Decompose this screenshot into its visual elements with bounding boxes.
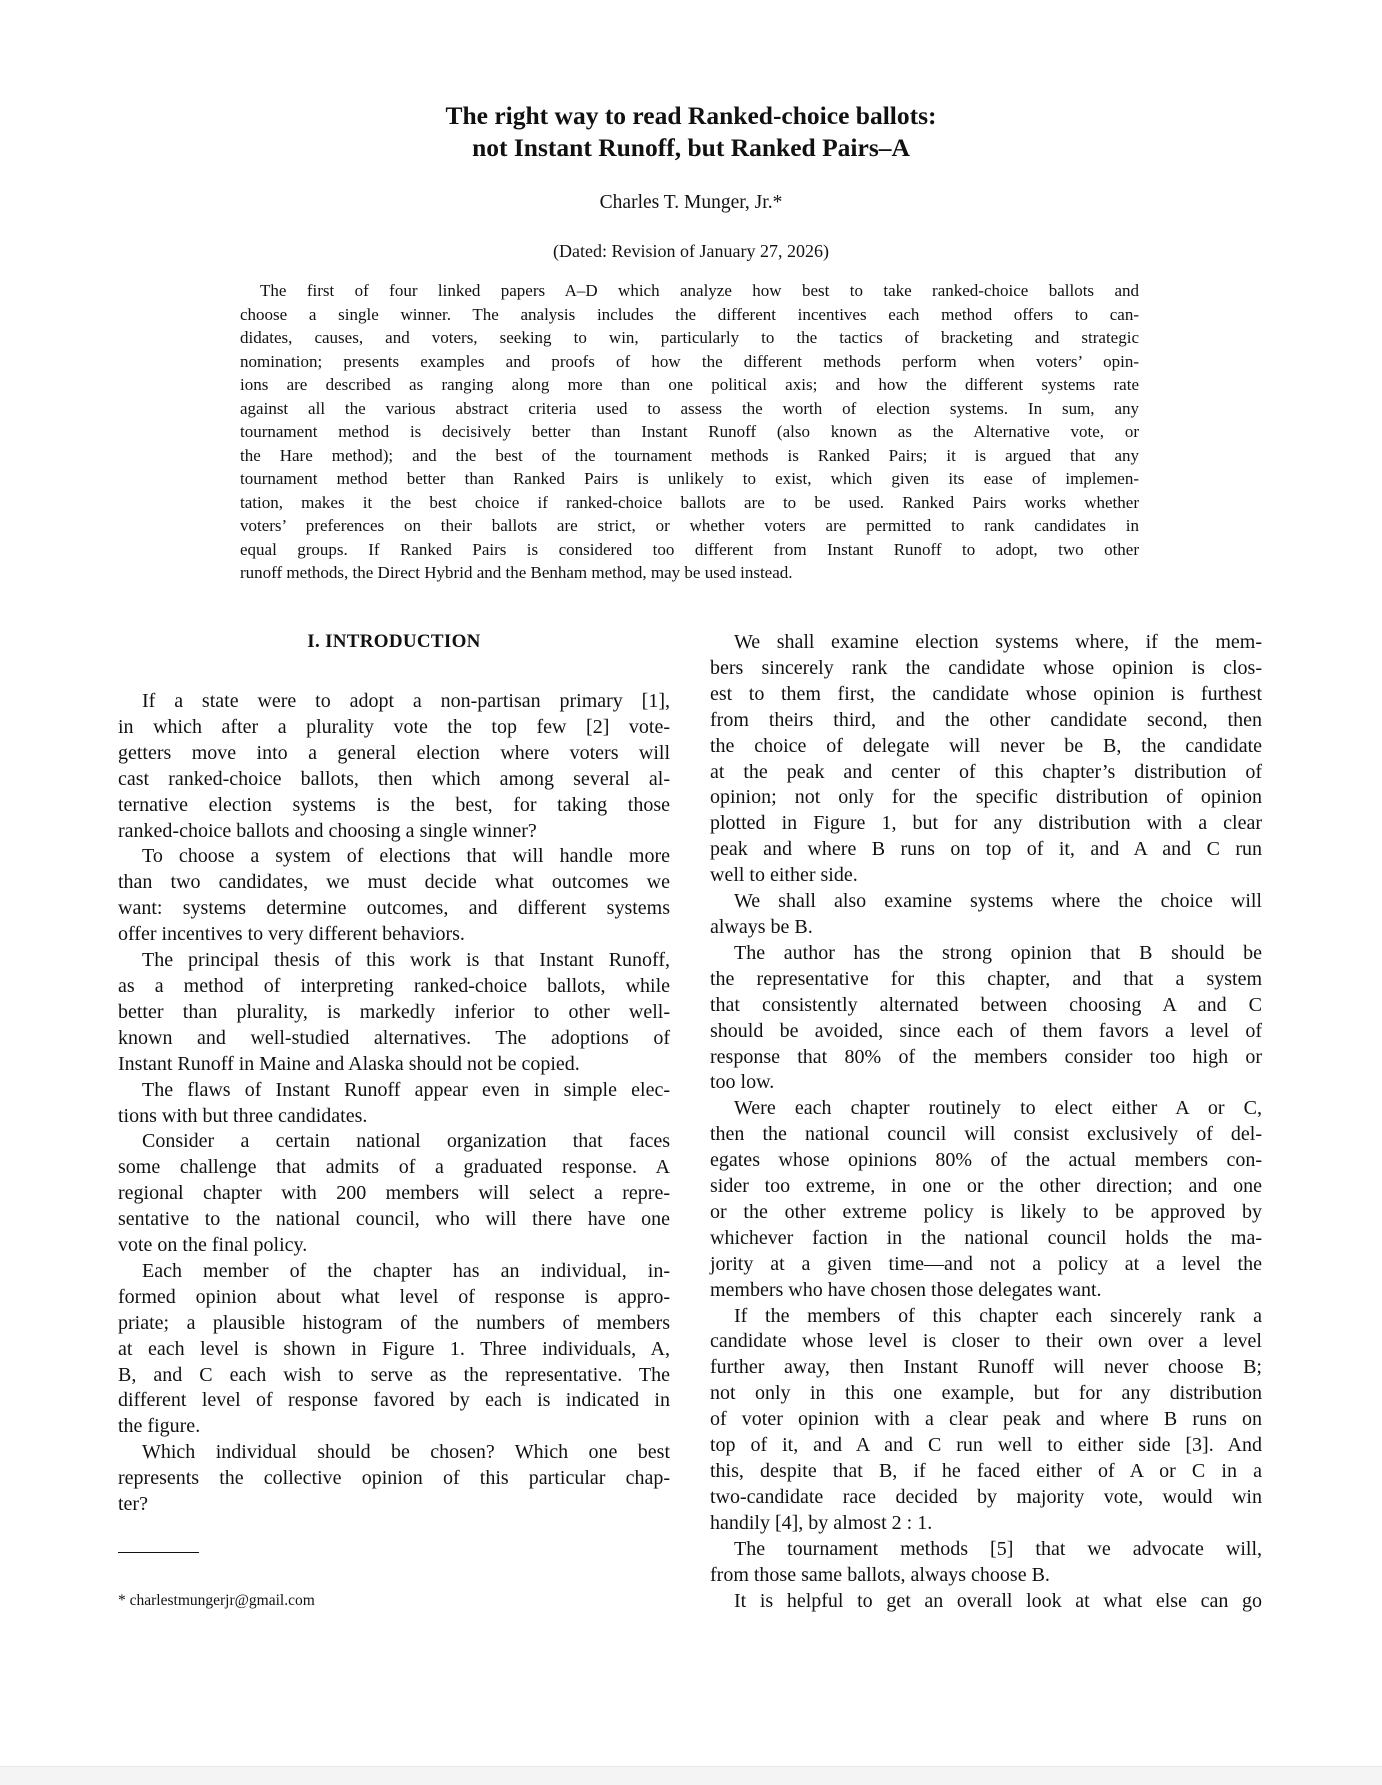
text-line: We shall examine election systems where, if the mem- [734,631,1262,653]
text-line: tions with but three candidates. [118,1104,368,1127]
text-line: this, despite that B, if he faced either of A or C in a [710,1460,1262,1482]
text-line: two-candidate race decided by majority vote, would win [710,1485,1262,1508]
text-line: top of it, and A and C run well to either side [3]. And [710,1434,1262,1457]
text-line: peak and where B runs on top of it, and A and C run [710,838,1262,861]
text-line: Instant Runoff in Maine and Alaska should not be copied. [118,1052,580,1075]
paragraph [118,1440,670,1518]
paragraph [710,1537,1262,1589]
text-line: Which individual should be chosen? Which one best [142,1441,670,1464]
text-line: not only in this one example, but for any distribution [710,1382,1262,1405]
text-line: equal groups. If Ranked Pairs is considered too different from Instant Runoff to adopt, two other [240,539,1139,559]
text-line: didates, causes, and voters, seeking to win, particularly to the tactics of bracketing and strategic [240,328,1139,347]
text-line: ions are described as ranging along more than one political axis; and how the different systems rate [240,375,1139,394]
text-line: est to them first, the candidate whose opinion is furthest [710,682,1262,705]
text-line: To choose a system of elections that will handle more [142,845,670,868]
text-line: too low. [710,1071,775,1094]
text-line: ranked-choice ballots and choosing a single winner? [118,819,537,842]
text-line: should be avoided, since each of them favors a level of [710,1019,1262,1042]
text-line: against all the various abstract criteria used to assess the worth of election systems. In sum, any [240,398,1139,418]
text-line: B, and C each wish to serve as the representative. The [118,1363,670,1386]
text-line: well to either side. [710,864,858,887]
text-line: ternative election systems is the best, for taking those [118,793,670,816]
text-line: vote on the final policy. [118,1234,308,1257]
text-line: The first of four linked papers A–D which analyze how best to take ranked-choice ballots and [260,281,1139,300]
paragraph [710,889,1262,941]
text-line: Were each chapter routinely to elect either A or C, [734,1097,1262,1120]
text-line: candidate whose level is closer to their own over a level [710,1330,1262,1353]
text-line: response that 80% of the members consider too high or [710,1045,1262,1068]
text-line: regional chapter with 200 members will select a repre- [118,1182,670,1205]
text-line: at the peak and center of this chapter’s distribution of [710,760,1262,783]
paragraph [710,941,1262,1096]
text-line: formed opinion about what level of response is appro- [118,1285,670,1308]
text-line: The flaws of Instant Runoff appear even in simple elec- [142,1078,670,1101]
text-line: bers sincerely rank the candidate whose opinion is clos- [710,656,1262,679]
text-line: The author has the strong opinion that B should be [734,941,1262,964]
text-line: than two candidates, we must decide what outcomes we [118,871,670,894]
page-bottom-edge [0,1766,1382,1785]
text-line: tation, makes it the best choice if ranked-choice ballots are to be used. Ranked Pairs works whether [240,492,1139,512]
text-line: then the national council will consist exclusively of del- [710,1123,1262,1146]
text-line: the representative for this chapter, and that a system [710,967,1262,990]
text-line: better than plurality, is markedly inferior to other well- [118,1000,670,1023]
text-line: want: systems determine outcomes, and different systems [118,897,670,920]
text-line: different level of response favored by each is indicated in [118,1389,670,1412]
left-column [118,689,670,1518]
date-line: (Dated: Revision of January 27, 2026) [553,241,829,261]
text-line: If a state were to adopt a non-partisan primary [1], [142,690,670,712]
text-line: cast ranked-choice ballots, then which among several al- [118,767,670,790]
text-line: If the members of this chapter each sincerely rank a [734,1304,1262,1327]
text-line: of voter opinion with a clear peak and where B runs on [710,1408,1262,1431]
text-line: It is helpful to get an overall look at what else can go [734,1589,1262,1612]
paragraph [710,1589,1262,1615]
footnote: * charlestmungerjr@gmail.com [118,1592,315,1609]
text-line: offer incentives to very different behaviors. [118,923,465,946]
text-line: the choice of delegate will never be B, the candidate [710,734,1262,757]
text-line: sentative to the national council, who will there have one [118,1208,670,1231]
text-line: at each level is shown in Figure 1. Three individuals, A, [118,1337,670,1360]
footnote-rule [118,1552,199,1553]
title-line: The right way to read Ranked-choice ballots: [445,101,937,130]
paper-title [0,100,1382,164]
paragraph [710,1304,1262,1537]
text-line: egates whose opinions 80% of the actual members con- [710,1149,1262,1172]
text-line: from theirs third, and the other candidate second, then [710,708,1262,731]
text-line: the Hare method); and the best of the tournament methods is Ranked Pairs; it is argued that any [240,445,1139,465]
text-line: The tournament methods [5] that we advocate will, [734,1537,1262,1560]
text-line: represents the collective opinion of this particular chap- [118,1467,670,1490]
text-line: from those same ballots, always choose B. [710,1563,1050,1586]
text-line: The principal thesis of this work is that Instant Runoff, [142,949,670,972]
text-line: runoff methods, the Direct Hybrid and the Benham method, may be used instead. [240,563,793,582]
text-line: or the other extreme policy is likely to be approved by [710,1200,1262,1223]
text-line: jority at a given time—and not a policy at a level the [710,1252,1262,1275]
text-line: sider too extreme, in one or the other direction; and one [710,1175,1262,1198]
paragraph [118,1129,670,1259]
text-line: the figure. [118,1415,201,1438]
paragraph [118,1078,670,1130]
text-line: always be B. [710,915,813,938]
text-line: that consistently alternated between choosing A and C [710,993,1262,1016]
text-line: some challenge that admits of a graduated response. A [118,1156,670,1179]
text-line: priate; a plausible histogram of the numbers of members [118,1311,670,1334]
text-line: whichever faction in the national council holds the ma- [710,1226,1262,1249]
paragraph [118,948,670,1078]
text-line: Each member of the chapter has an individual, in- [142,1259,670,1282]
author: Charles T. Munger, Jr.* [599,192,783,213]
abstract [240,279,1139,585]
text-line: Consider a certain national organization that faces [142,1130,670,1153]
text-line: voters’ preferences on their ballots are strict, or whether voters are permitted to rank candidates in [240,516,1139,535]
text-line: plotted in Figure 1, but for any distribution with a clear [710,812,1262,835]
right-column [710,630,1262,1614]
section-heading: I. INTRODUCTION [307,631,481,652]
text-line: choose a single winner. The analysis includes the different incentives each method offers to can- [240,304,1139,324]
text-line: in which after a plurality vote the top few [2] vote- [118,715,670,738]
paragraph [710,1096,1262,1303]
text-line: ter? [118,1493,148,1516]
text-line: opinion; not only for the specific distribution of opinion [710,786,1262,809]
text-line: further away, then Instant Runoff will never choose B; [710,1356,1262,1379]
text-line: tournament method better than Ranked Pairs is unlikely to exist, which given its ease of implemen- [240,469,1139,488]
paragraph [118,1259,670,1440]
text-line: nomination; presents examples and proofs of how the different methods perform when voters’ opin- [240,351,1139,371]
text-line: handily [4], by almost 2 : 1. [710,1511,933,1534]
paragraph [710,630,1262,889]
text-line: tournament method is decisively better than Instant Runoff (also known as the Alternative vote, or [240,422,1139,441]
paragraph [118,844,670,948]
text-line: members who have chosen those delegates want. [710,1278,1102,1301]
text-line: known and well-studied alternatives. The adoptions of [118,1026,670,1049]
paragraph [240,279,1139,585]
text-line: getters move into a general election where voters will [118,741,670,764]
title-line: not Instant Runoff, but Ranked Pairs–A [472,133,910,162]
paragraph [118,689,670,844]
text-line: We shall also examine systems where the choice will [734,890,1262,913]
text-line: as a method of interpreting ranked-choice ballots, while [118,974,670,997]
